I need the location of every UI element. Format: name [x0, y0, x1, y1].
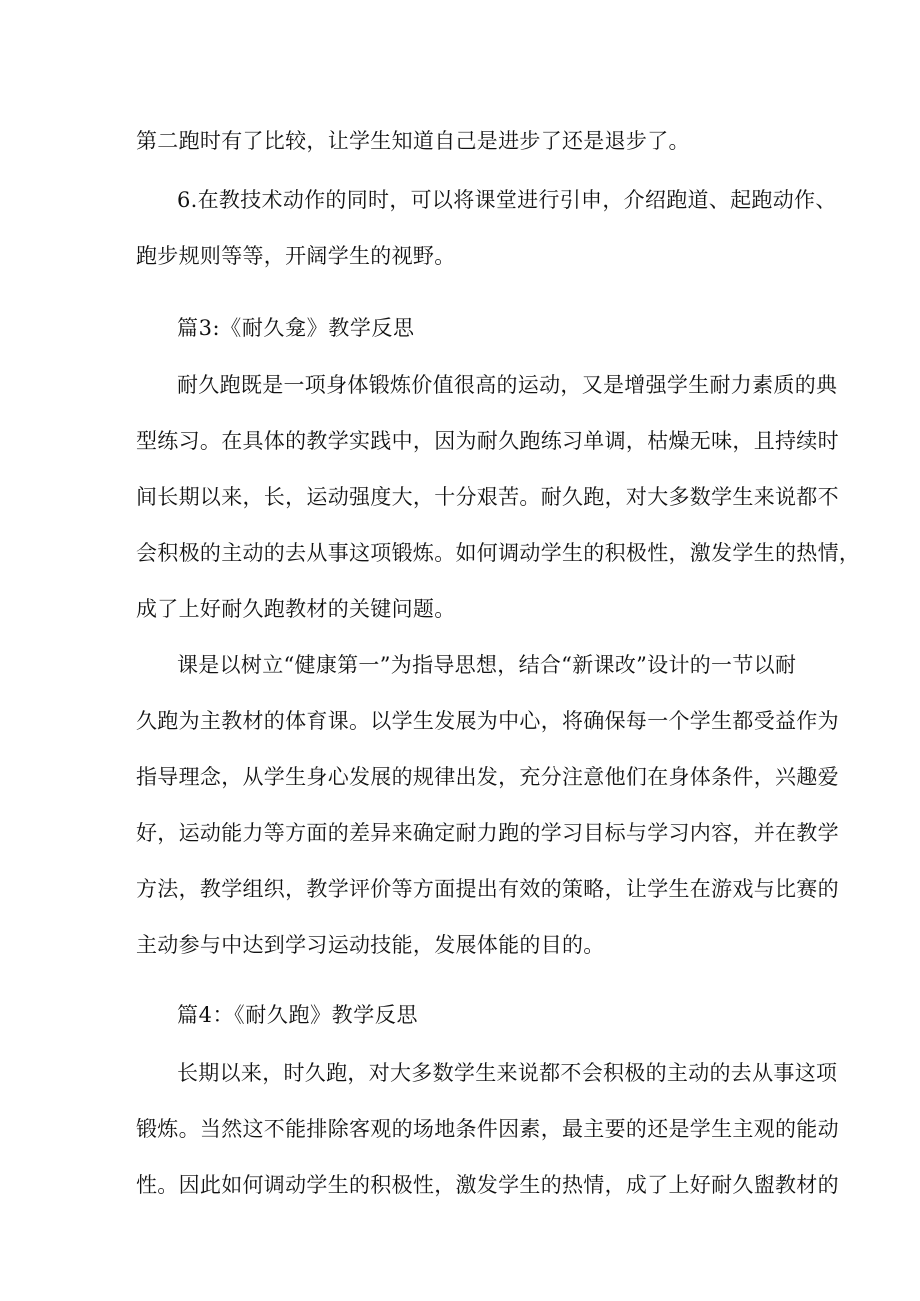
text-line: 好，运动能力等方面的差异来确定耐力跑的学习目标与学习内容，并在教学	[136, 821, 839, 845]
text-line: 跑步规则等等，开阔学生的视野。	[136, 244, 456, 268]
text-line: 间长期以来，长，运动强度大，十分艰苦。耐久跑，对大多数学生来说都不	[136, 485, 839, 509]
section-heading: 篇3:《耐久龛》教学反思	[177, 316, 415, 340]
text-line: 会积极的主动的去从事这项锻炼。如何调动学生的积极性，激发学生的热情，	[136, 541, 861, 565]
text-line: 耐久跑既是一项身体锻炼价值很高的运动，又是增强学生耐力素质的典	[177, 373, 838, 397]
text-line: 指导理念，从学生身心发展的规律出发，充分注意他们在身体条件，兴趣爱	[136, 765, 839, 789]
text-line: 性。因此如何调动学生的积极性，激发学生的热情，成了上好耐久盥教材的	[136, 1173, 839, 1197]
text-line: 型练习。在具体的教学实践中，因为耐久跑练习单调，枯燥无味，且持续时	[136, 429, 839, 453]
text-line: 锻炼。当然这不能排除客观的场地条件因素，最主要的还是学生主观的能动	[136, 1117, 839, 1141]
text-line: 方法，教学组织，教学评价等方面提出有效的策略，让学生在游戏与比赛的	[136, 877, 839, 901]
text-line: 第二跑时有了比较，让学生知道自己是进步了还是退步了。	[136, 129, 690, 153]
text-line: 长期以来，时久跑，对大多数学生来说都不会积极的主动的去从事这项	[177, 1061, 838, 1085]
text-line: 成了上好耐久跑教材的关键问题。	[136, 597, 456, 621]
text-line: 主动参与中达到学习运动技能，发展体能的目的。	[136, 933, 605, 957]
section-heading: 篇4：《耐久跑》教学反思	[177, 1003, 419, 1027]
text-line: 久跑为主教材的体育课。以学生发展为中心，将确保每一个学生都受益作为	[136, 709, 839, 733]
text-line: 6.在教技术动作的同时，可以将课堂进行引申，介绍跑道、起跑动作、	[177, 188, 837, 212]
text-line: 课是以树立“健康第一”为指导思想，结合“新课改”设计的一节以耐	[177, 653, 797, 677]
